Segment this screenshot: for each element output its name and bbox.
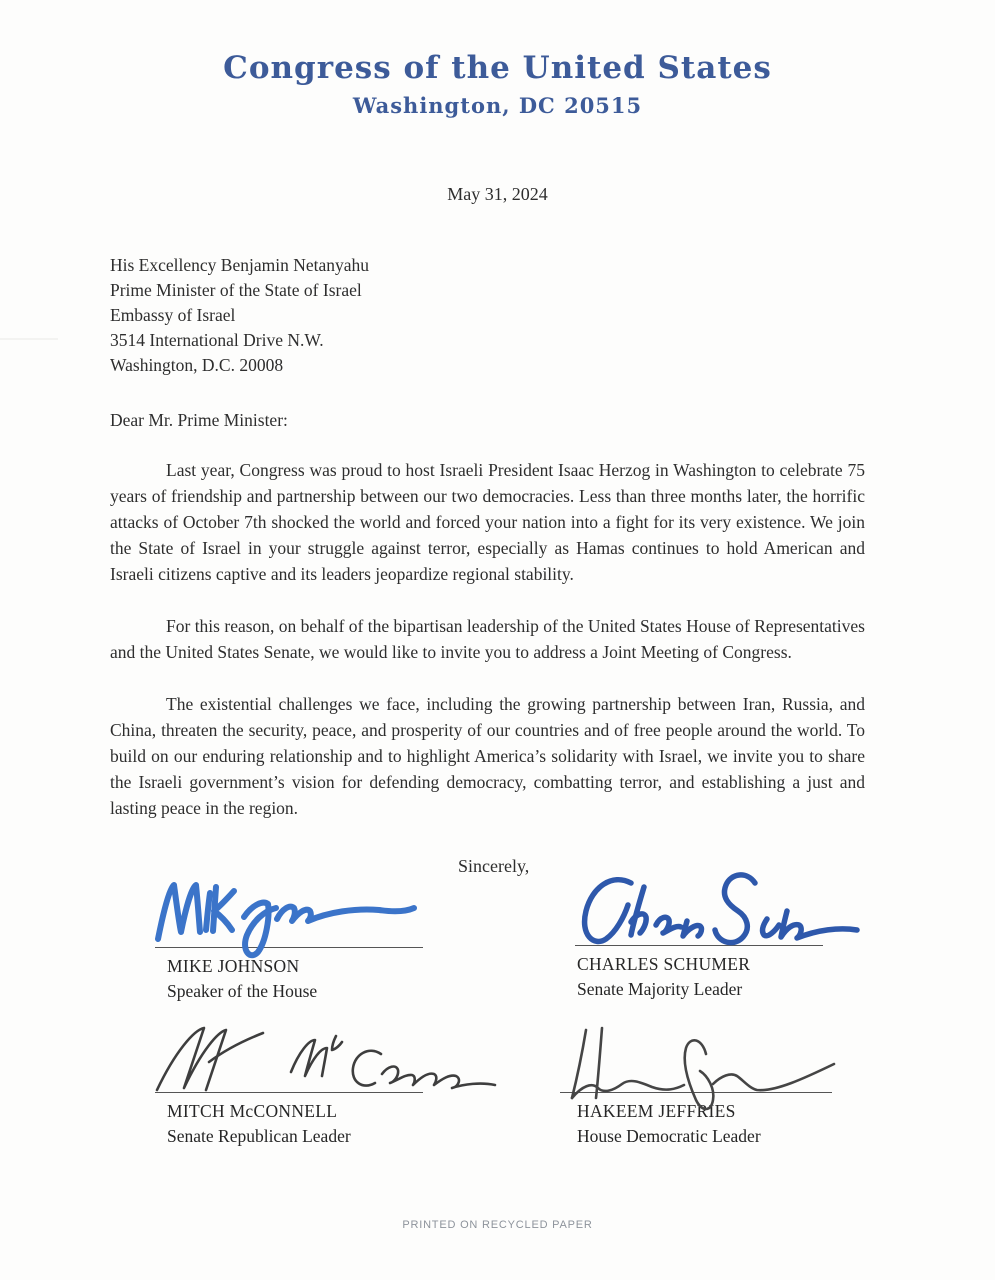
signature-line (575, 945, 823, 946)
signer-name: MIKE JOHNSON (167, 956, 300, 976)
date: May 31, 2024 (447, 184, 548, 204)
signature-line (155, 947, 423, 948)
paragraph-1: Last year, Congress was proud to host Israeli President Isaac Herzog in Washington to celebrate 75 years of friendship and partnership between our two democracies. Less than three months later, the horrific attacks of October 7th shocked the world and forced your nation into a fight for its very existence. We join the State of Israel in your struggle against terror, especially as Hamas continues to hold American and Israeli citizens captive and its leaders jeopardize regional stability. (110, 460, 865, 584)
letter-body (110, 253, 865, 821)
signer-name: HAKEEM JEFFRIES (577, 1101, 736, 1121)
recipient-line: Washington, D.C. 20008 (110, 355, 284, 375)
signer-block-charles-schumer (575, 877, 825, 1002)
closing: Sincerely, (458, 856, 530, 876)
signature-line (560, 1092, 832, 1093)
recipient-line: His Excellency Benjamin Netanyahu (110, 255, 370, 275)
signer-title: Speaker of the House (167, 981, 318, 1001)
signer-name: CHARLES SCHUMER (577, 954, 751, 974)
recipient-line: 3514 International Drive N.W. (110, 330, 324, 350)
recipient-line: Prime Minister of the State of Israel (110, 280, 362, 300)
signer-block-mike-johnson (155, 880, 425, 1004)
signer-title: Senate Majority Leader (577, 979, 743, 999)
recycled-paper-note: PRINTED ON RECYCLED PAPER (402, 1219, 593, 1231)
signer-title: House Democratic Leader (577, 1126, 761, 1146)
salutation: Dear Mr. Prime Minister: (110, 410, 288, 430)
recipient-block (110, 253, 865, 378)
recipient-line: Embassy of Israel (110, 305, 236, 325)
mike-johnson-signature (151, 875, 421, 961)
paragraph-2: For this reason, on behalf of the bipartisan leadership of the United States House of Representatives and the United States Senate, we would like to invite you to address a Joint Meeting of Congress. (110, 616, 865, 662)
signer-name: MITCH McCONNELL (167, 1101, 338, 1121)
letterhead (0, 0, 995, 118)
signer-title: Senate Republican Leader (167, 1126, 351, 1146)
letterhead-title: Congress of the United States (223, 50, 772, 86)
signature-line (155, 1092, 423, 1093)
signer-block-mitch-mcconnell (155, 1022, 425, 1149)
signer-block-hakeem-jeffries (560, 1026, 832, 1149)
paragraph-3: The existential challenges we face, including the growing partnership between Iran, Russia, and China, threaten the security, peace, and prosperity of our countries and of free people around the world. To build on our enduring relationship and to highlight America’s solidarity with Israel, we invite you to share the Israeli government’s vision for defending democracy, combatting terror, and establishing a just and lasting peace in the region. (110, 694, 865, 818)
scan-artifact (0, 338, 58, 340)
mitch-mcconnell-signature (149, 1022, 499, 1100)
letterhead-address: Washington, DC 20515 (352, 93, 643, 118)
